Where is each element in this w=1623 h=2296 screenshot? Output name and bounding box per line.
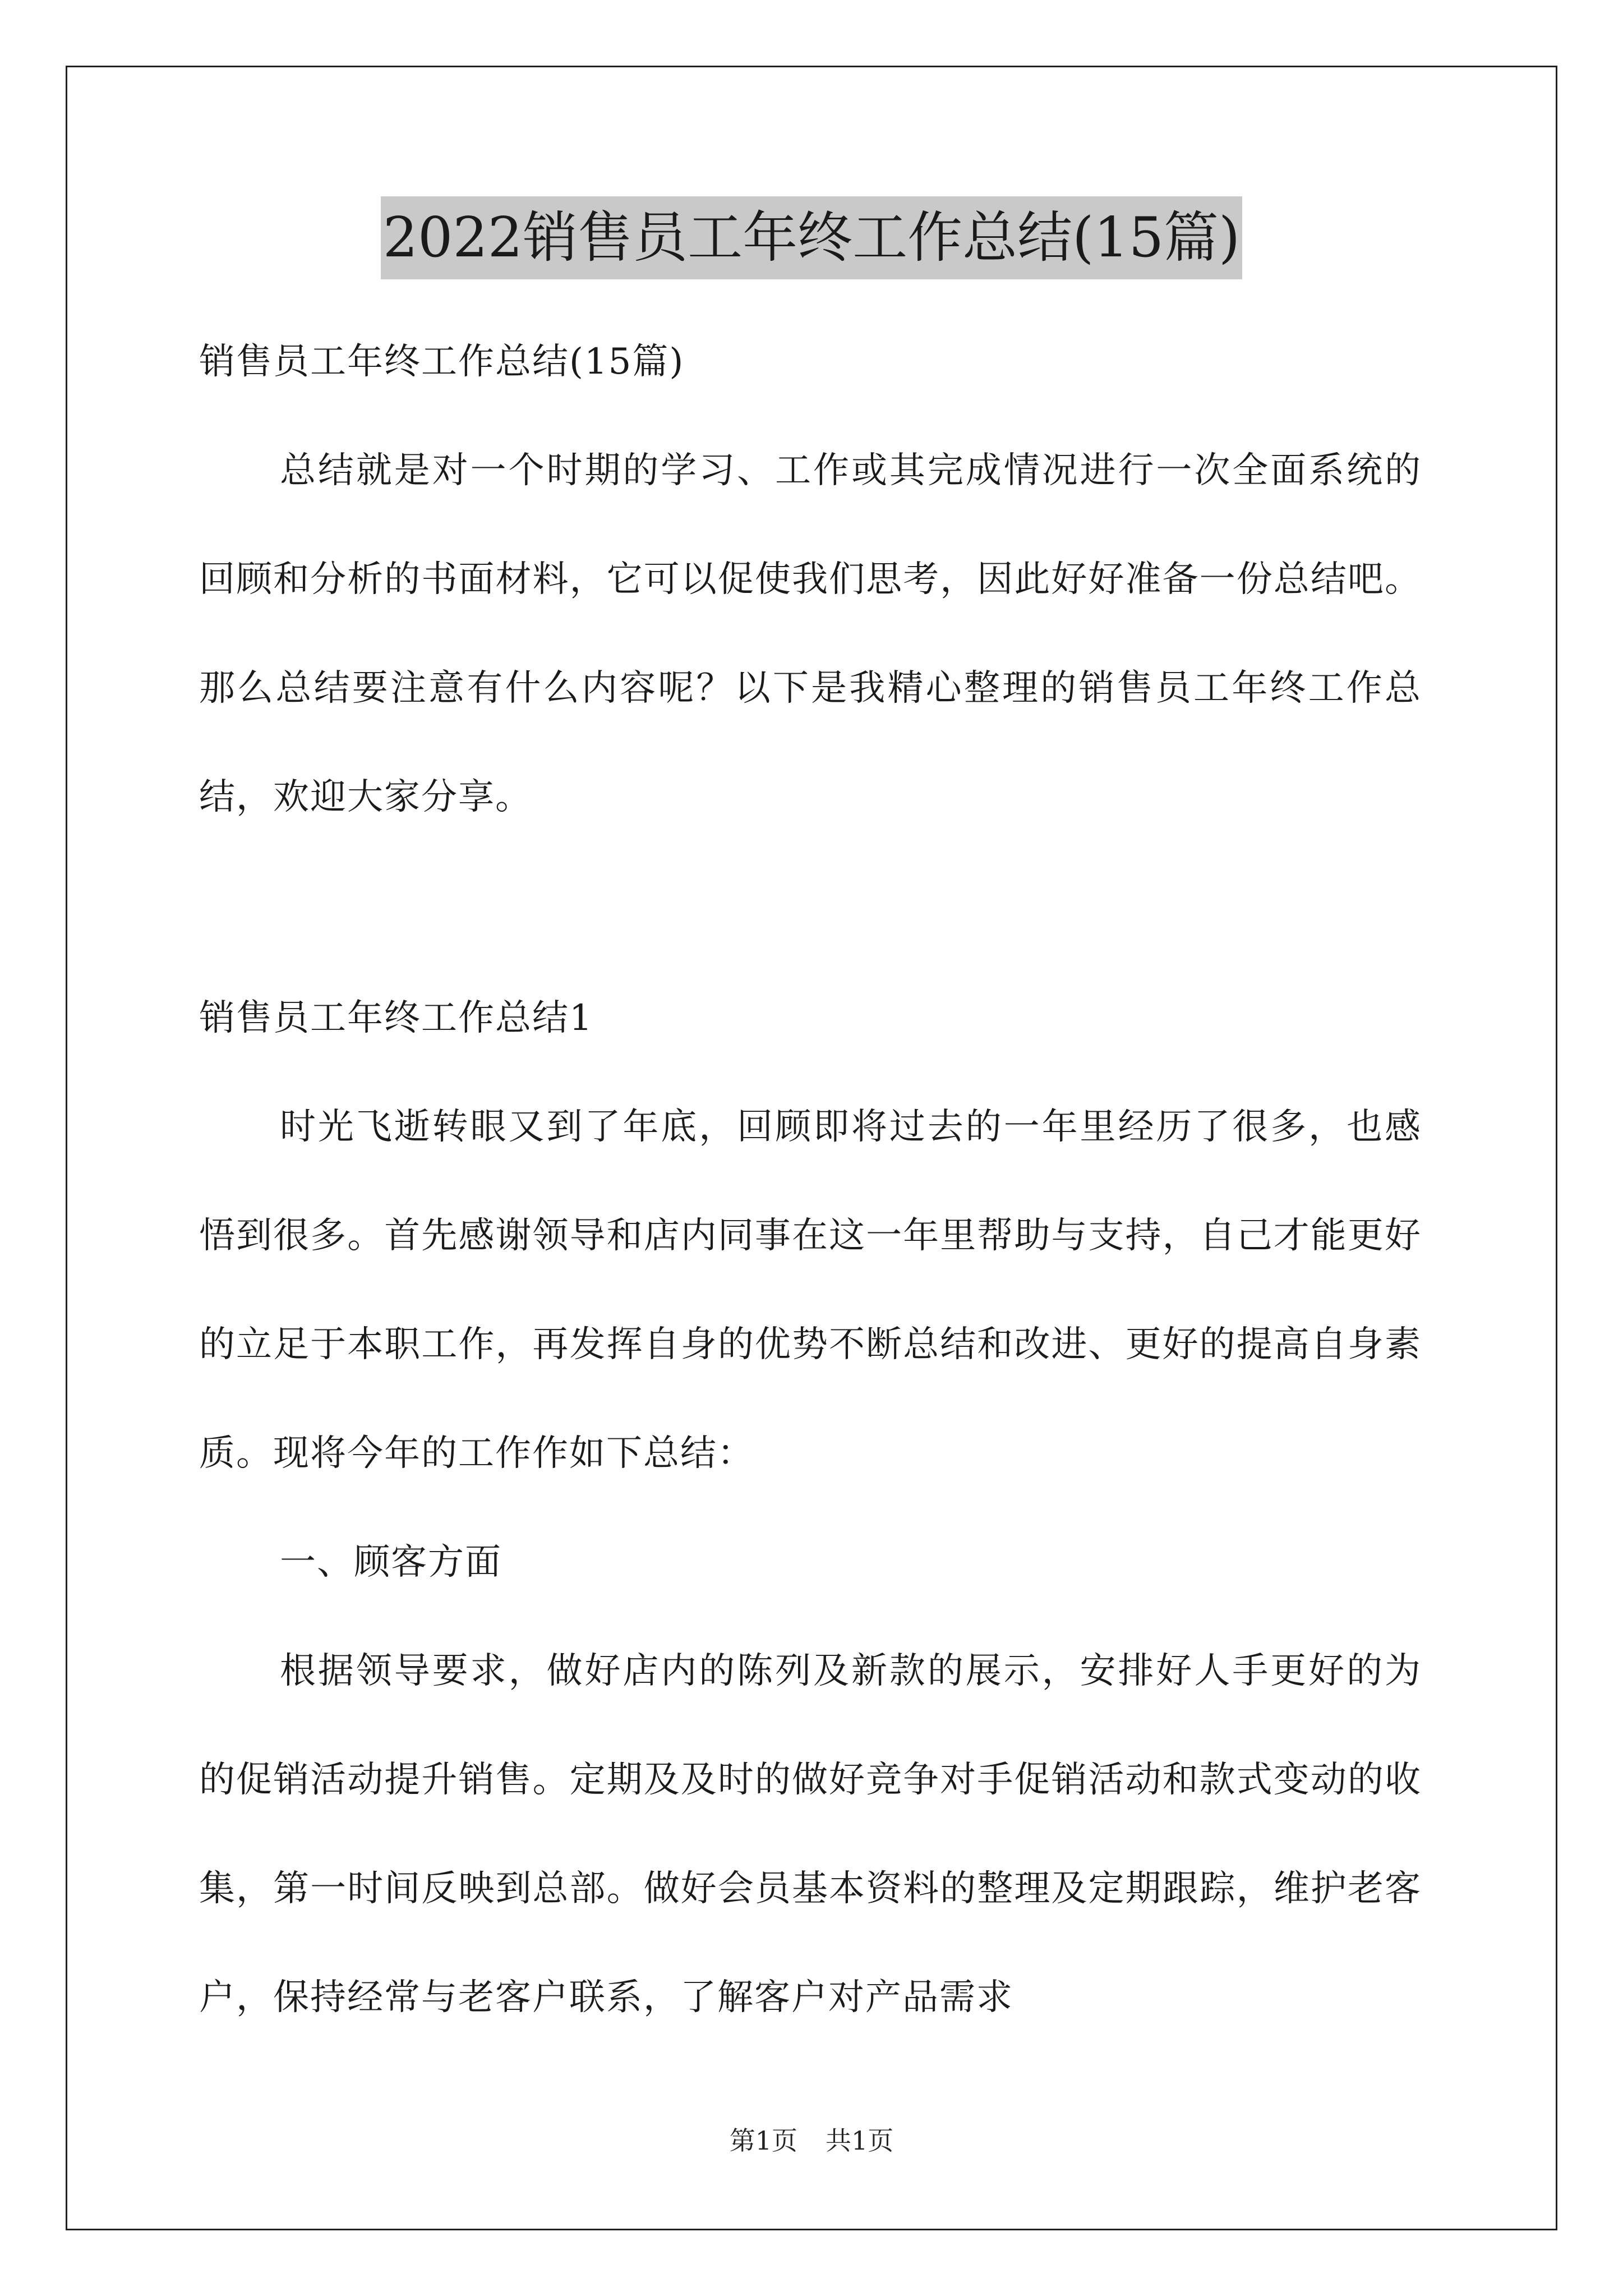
document-title: 2022销售员工年终工作总结(15篇) [381, 196, 1243, 279]
section-heading: 销售员工年终工作总结1 [199, 997, 593, 1039]
body-paragraph: 根据领导要求，做好店内的陈列及新款的展示，安排好人手更好的为的促销活动提升销售。定期及及时的做好竞争对手促销活动和款式变动的收集，第一时间反映到总部。做好会员基本资料的整理及定期跟踪，维护老客户，保持经常与老客户联系，了解客户对产品需求 [199, 1650, 1422, 2018]
document-subtitle: 销售员工年终工作总结(15篇) [199, 341, 685, 383]
intro-paragraph: 总结就是对一个时期的学习、工作或其完成情况进行一次全面系统的回顾和分析的书面材料，它可以促使我们思考，因此好好准备一份总结吧。那么总结要注意有什么内容呢？以下是我精心整理的销售员工年终工作总结，欢迎大家分享。 [199, 450, 1422, 818]
page-total: 共1页 [826, 2125, 894, 2156]
document-body [199, 307, 1422, 2052]
document-title-wrapper [0, 196, 1623, 279]
page-number: 第1页 [729, 2125, 797, 2156]
subheading-customer: 一、顾客方面 [280, 1542, 502, 1583]
body-paragraph: 时光飞逝转眼又到了年底，回顾即将过去的一年里经历了很多，也感悟到很多。首先感谢领导和店内同事在这一年里帮助与支持，自己才能更好的立足于本职工作，再发挥自身的优势不断总结和改进、更好的提高自身素质。现将今年的工作作如下总结： [199, 1106, 1422, 1474]
page-footer [0, 2124, 1623, 2157]
